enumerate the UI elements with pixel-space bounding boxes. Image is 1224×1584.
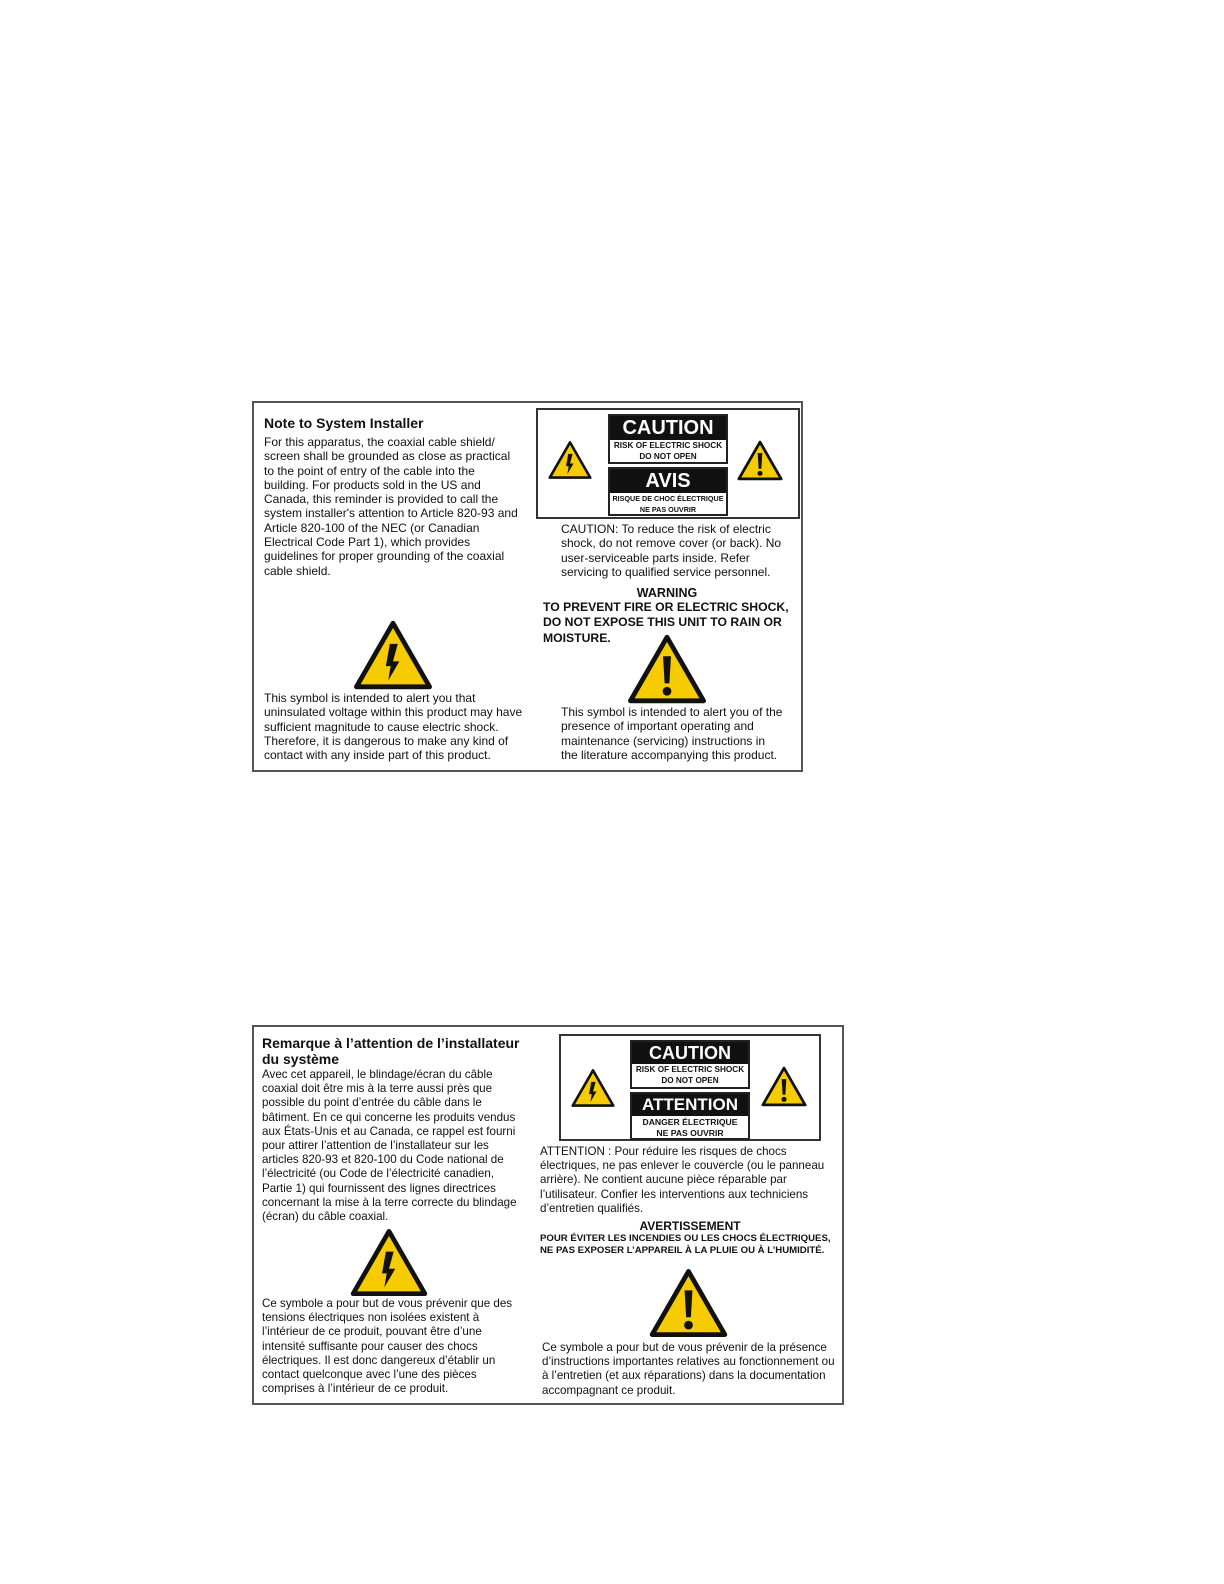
- lightning-warning-icon: [350, 1228, 428, 1297]
- caution-sign-line1: RISK OF ELECTRIC SHOCK: [613, 441, 723, 450]
- warning-heading-fr: AVERTISSEMENT: [639, 1219, 741, 1233]
- caution-sign-line2-fr: DO NOT OPEN: [661, 1076, 719, 1085]
- caution-sign-line1-fr: RISK OF ELECTRIC SHOCK: [635, 1065, 745, 1074]
- exclamation-warning-icon: [761, 1066, 807, 1107]
- caution-instructions-text: CAUTION: To reduce the risk of electric shock, do not remove cover (or back). No user-serviceable parts inside. Refer servicing to qualified service personnel.: [561, 522, 782, 579]
- exclamation-warning-icon: [737, 440, 783, 481]
- attention-sign-heading: ATTENTION: [632, 1094, 748, 1116]
- exclamation-warning-icon: [627, 634, 707, 704]
- installer-note-title-fr: Remarque à l’attention de l’installateur du système: [262, 1035, 520, 1067]
- attention-sign-line2: NE PAS OUVRIR: [656, 1128, 724, 1138]
- french-safety-notice: [252, 1025, 844, 1405]
- exclamation-warning-icon: [649, 1268, 728, 1338]
- caution-sign-fr: [630, 1040, 750, 1089]
- warning-text: TO PREVENT FIRE OR ELECTRIC SHOCK, DO NOT EXPOSE THIS UNIT TO RAIN OR MOISTURE.: [543, 600, 789, 645]
- caution-label-box: [536, 408, 800, 519]
- installer-note-title: Note to System Installer: [264, 415, 424, 431]
- attention-sign-line1: DANGER ÉLECTRIQUE: [642, 1117, 738, 1127]
- installer-note-text: For this apparatus, the coaxial cable shield/ screen shall be grounded as close as practical to the point of entry of the cable into the building. For products sold in the US and Canada, this reminder is provided to call the system installer's attention to Article 820-93 and Article 820-100 of the NEC (or Canadian Electrical Code Part 1), which provides guidelines for proper grounding of the coaxial cable shield.: [264, 435, 518, 578]
- voltage-symbol-explanation: This symbol is intended to alert you that uninsulated voltage within this product may have sufficient magnitude to cause electric shock. Therefore, it is dangerous to make any kind of contact with any inside part of this product.: [264, 691, 523, 763]
- exclamation-symbol-explanation: This symbol is intended to alert you of the presence of important operating and maintenance (servicing) instructions in the literature accompanying this product.: [561, 705, 783, 762]
- warning-text-fr: POUR ÉVITER LES INCENDIES OU LES CHOCS ÉLECTRIQUES, NE PAS EXPOSER L’APPAREIL À LA PLUIE OU À L’HUMIDITÉ.: [540, 1233, 831, 1256]
- exclamation-symbol-explanation-fr: Ce symbole a pour but de vous prévenir de la présence d’instructions importantes relatives au fonctionnement ou à l’entretien (et aux réparations) dans la documentation accompagnant ce produit.: [542, 1341, 835, 1397]
- caution-label-box-fr: [559, 1034, 821, 1141]
- lightning-warning-icon: [548, 440, 592, 480]
- avis-sign: [608, 467, 728, 516]
- english-safety-notice: [252, 401, 803, 772]
- attention-instructions-text: ATTENTION : Pour réduire les risques de chocs électriques, ne pas enlever le couvercle (ou le panneau arrière). Ne contient aucune pièce réparable par l’utilisateur. Confier les interventions aux techniciens d’entretien qualifiés.: [540, 1145, 825, 1215]
- caution-sign-heading-fr: CAUTION: [632, 1042, 748, 1064]
- warning-heading: WARNING: [636, 586, 698, 600]
- lightning-warning-icon: [353, 620, 433, 690]
- lightning-warning-icon: [571, 1068, 615, 1108]
- attention-sign: [630, 1092, 750, 1140]
- avis-sign-line2: NE PAS OUVRIR: [639, 505, 697, 514]
- installer-note-text-fr: Avec cet appareil, le blindage/écran du câble coaxial doit être mis à la terre aussi près que possible du point d’entrée du câble dans le bâtiment. En ce qui concerne les produits vendus aux États-Unis et au Canada, ce rappel est fourni pour attirer l’attention de l’installateur sur les articles 820-93 et 820-100 du Code national de l’électricité (ou Code de l’électricité canadien, Partie 1) qui fournissent des lignes directrices concernant la mise à la terre correcte du blindage (écran) du câble coaxial.: [262, 1068, 517, 1224]
- caution-sign-line2: DO NOT OPEN: [639, 452, 697, 461]
- caution-sign: [608, 414, 728, 464]
- avis-sign-heading: AVIS: [610, 469, 726, 493]
- avis-sign-line1: RISQUE DE CHOC ÉLECTRIQUE: [612, 494, 724, 503]
- caution-sign-heading: CAUTION: [610, 416, 726, 440]
- voltage-symbol-explanation-fr: Ce symbole a pour but de vous prévenir que des tensions électriques non isolées existent à l’intérieur de ce produit, pouvant être d’une intensité suffisante pour causer des chocs électriques. Il est donc dangereux d’établir un contact quelconque avec l’une des pièces comprises à l’intérieur de ce produit.: [262, 1297, 513, 1396]
